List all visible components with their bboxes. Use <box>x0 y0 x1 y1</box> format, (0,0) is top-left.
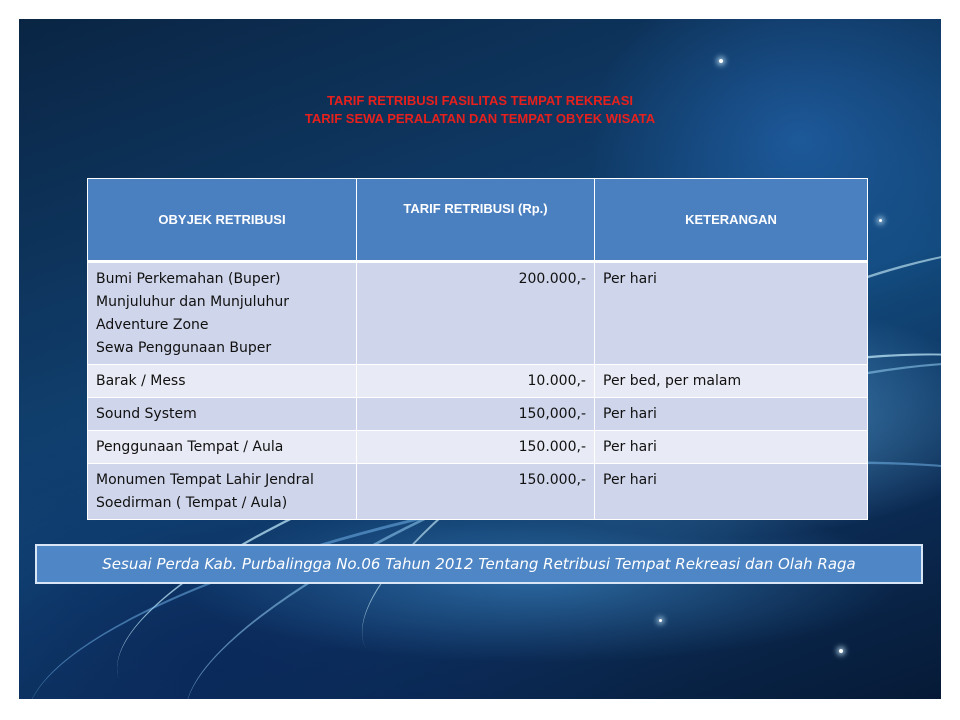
object-line: Monumen Tempat Lahir Jendral <box>96 472 314 488</box>
object-line: Sewa Penggunaan Buper <box>96 340 272 356</box>
background-star <box>659 619 662 622</box>
table-row <box>88 464 868 520</box>
cell-tarif: 10.000,- <box>357 365 595 398</box>
title-line-2: TARIF SEWA PERALATAN DAN TEMPAT OBYEK WISATA <box>304 111 656 126</box>
cell-object <box>88 464 357 520</box>
cell-object <box>88 398 357 431</box>
column-header-object: OBYJEK RETRIBUSI <box>88 179 357 262</box>
table-row <box>88 398 868 431</box>
cell-note: Per hari <box>595 431 868 464</box>
object-line: Sound System <box>96 406 197 422</box>
cell-tarif: 150.000,- <box>357 431 595 464</box>
tariff-table <box>87 178 868 520</box>
background-star <box>719 59 723 63</box>
regulation-note: Sesuai Perda Kab. Purbalingga No.06 Tahun 2012 Tentang Retribusi Tempat Rekreasi dan Olah Raga <box>35 544 923 584</box>
column-header-tarif: TARIF RETRIBUSI (Rp.) <box>357 179 595 262</box>
title-line-1: TARIF RETRIBUSI FASILITAS TEMPAT REKREASI <box>327 93 633 108</box>
object-line: Barak / Mess <box>96 373 186 389</box>
table-row <box>88 365 868 398</box>
cell-note: Per bed, per malam <box>595 365 868 398</box>
object-line: Munjuluhur dan Munjuluhur <box>96 294 289 310</box>
cell-object <box>88 431 357 464</box>
cell-tarif: 150.000,- <box>357 464 595 520</box>
object-line: Adventure Zone <box>96 317 209 333</box>
table-header-row <box>88 179 868 262</box>
object-line: Penggunaan Tempat / Aula <box>96 439 284 455</box>
cell-note: Per hari <box>595 262 868 365</box>
cell-note: Per hari <box>595 398 868 431</box>
cell-tarif: 150,000,- <box>357 398 595 431</box>
background-star <box>879 219 882 222</box>
column-header-note: KETERANGAN <box>595 179 868 262</box>
background-star <box>839 649 843 653</box>
table-row <box>88 262 868 365</box>
table-row <box>88 431 868 464</box>
slide-title <box>19 92 941 128</box>
cell-object <box>88 365 357 398</box>
slide <box>19 19 941 699</box>
object-line: Soedirman ( Tempat / Aula) <box>96 495 288 511</box>
cell-note: Per hari <box>595 464 868 520</box>
object-line: Bumi Perkemahan (Buper) <box>96 271 281 287</box>
cell-object <box>88 262 357 365</box>
cell-tarif: 200.000,- <box>357 262 595 365</box>
